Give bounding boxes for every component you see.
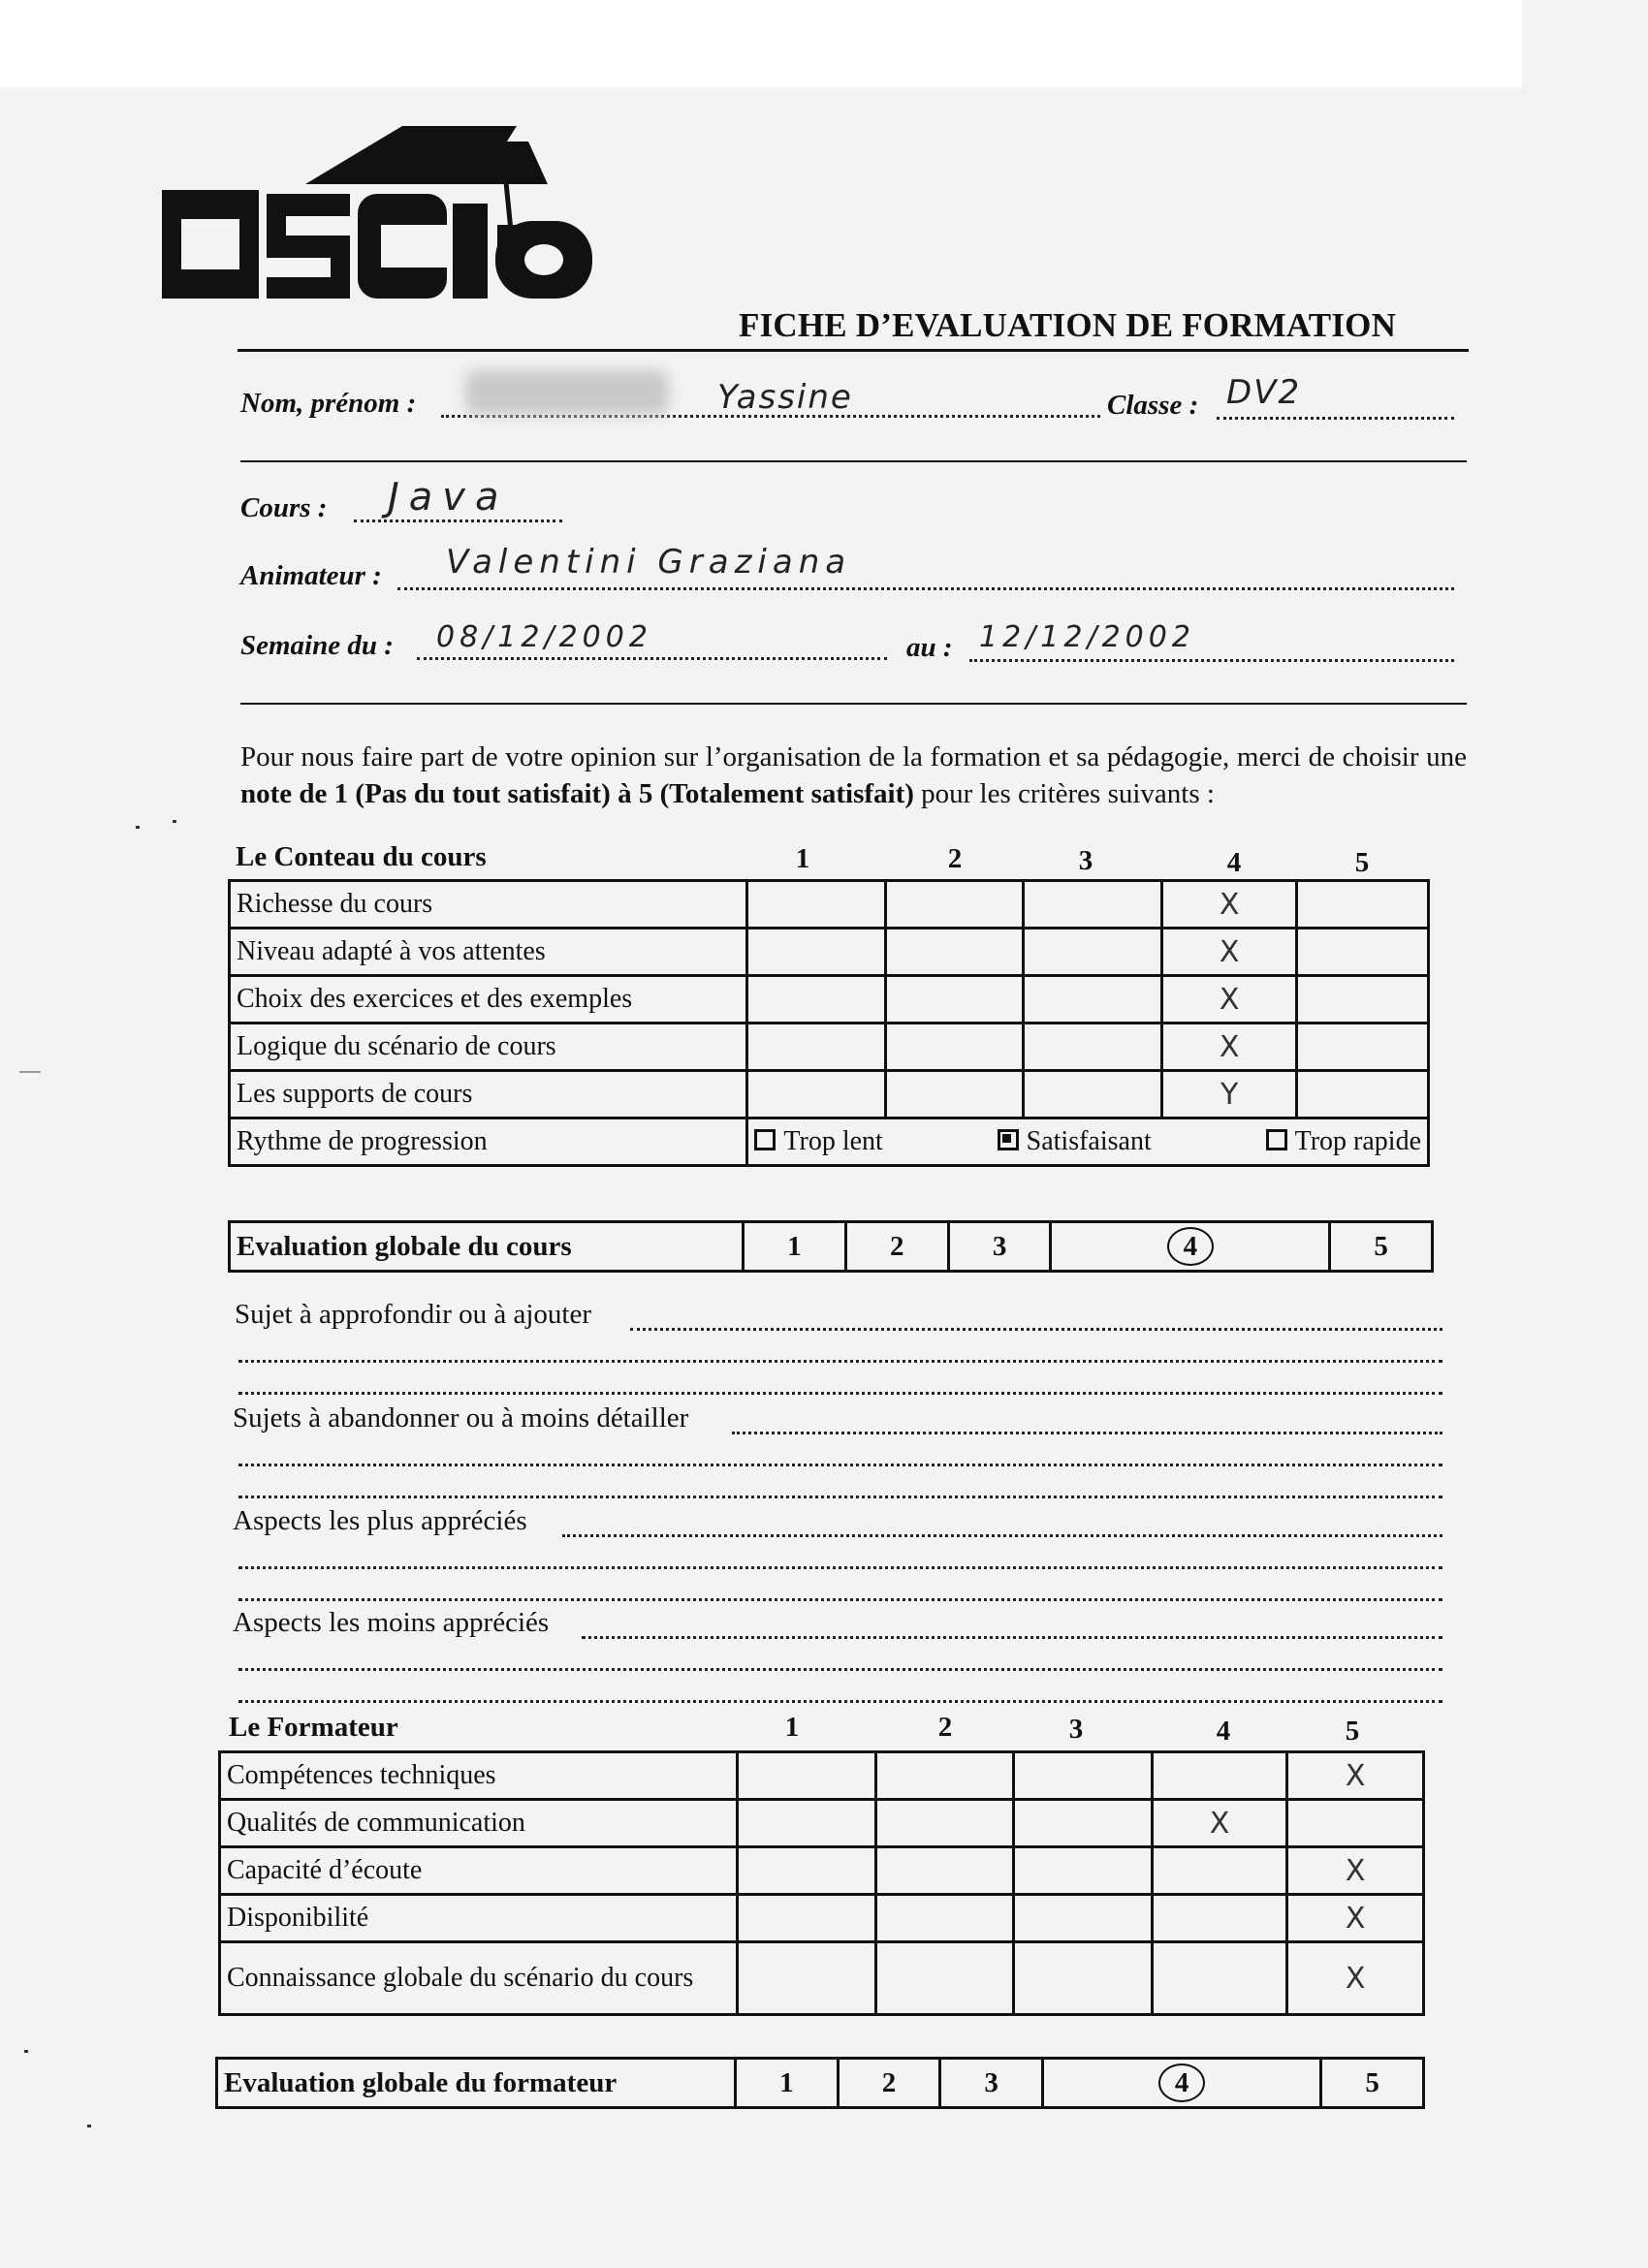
formateur-rating-cell-5[interactable] xyxy=(1287,1847,1424,1895)
formateur-rating-cell-4[interactable] xyxy=(1152,1847,1287,1895)
answer-line[interactable] xyxy=(562,1534,1442,1537)
cours-line xyxy=(354,520,562,522)
scan-speck xyxy=(87,2125,91,2127)
contenu-rating-cell-4[interactable] xyxy=(1161,1071,1297,1118)
contenu-rating-cell-1[interactable] xyxy=(747,929,885,976)
semaine-label: Semaine du : xyxy=(240,630,394,661)
contenu-rating-cell-1[interactable] xyxy=(747,881,885,929)
separator-line xyxy=(240,460,1467,462)
score-value: 5 xyxy=(1365,2066,1379,2098)
formateur-global-score-2[interactable] xyxy=(838,2059,940,2108)
formateur-criterion-label: Disponibilité xyxy=(220,1895,738,1942)
contenu-criterion-label: Logique du scénario de cours xyxy=(230,1024,747,1071)
formateur-rating-cell-1[interactable] xyxy=(738,1752,876,1800)
contenu-rating-cell-1[interactable] xyxy=(747,976,885,1024)
formateur-scale-5: 5 xyxy=(1345,1716,1360,1747)
cours-global-score-2[interactable] xyxy=(845,1222,948,1272)
cours-global-score-4[interactable] xyxy=(1051,1222,1330,1272)
contenu-criterion-label: Richesse du cours xyxy=(230,881,747,929)
rythme-label: Rythme de progression xyxy=(230,1118,747,1166)
formateur-rating-cell-5[interactable] xyxy=(1287,1942,1424,2015)
formateur-rating-cell-2[interactable] xyxy=(875,1895,1014,1942)
formateur-rating-cell-1[interactable] xyxy=(738,1800,876,1847)
formateur-scale-2: 2 xyxy=(937,1712,953,1743)
contenu-section-title: Le Conteau du cours xyxy=(236,841,487,872)
contenu-row xyxy=(230,1071,1429,1118)
semaine-au-line xyxy=(969,659,1454,662)
question-label: Aspects les moins appréciés xyxy=(233,1607,550,1638)
scale-header-5: 5 xyxy=(1354,847,1370,878)
scan-speck xyxy=(136,826,140,829)
semaine-au-handwritten: 12/12/2002 xyxy=(979,620,1195,654)
formateur-rating-cell-1[interactable] xyxy=(738,1942,876,2015)
formateur-row xyxy=(220,1942,1424,2015)
score-value: 2 xyxy=(881,2066,897,2098)
formateur-rating-cell-3[interactable] xyxy=(1014,1895,1153,1942)
rythme-option[interactable] xyxy=(754,1126,882,1157)
formateur-rating-cell-5[interactable] xyxy=(1287,1800,1424,1847)
scale-header-1: 1 xyxy=(795,843,810,874)
classe-line xyxy=(1217,417,1454,420)
animateur-label: Animateur : xyxy=(240,560,382,591)
contenu-rating-cell-3[interactable] xyxy=(1024,929,1161,976)
formateur-criterion-label: Connaissance globale du scénario du cours xyxy=(220,1942,738,2015)
score-value: 3 xyxy=(984,2066,998,2098)
contenu-rating-cell-4[interactable] xyxy=(1161,1024,1297,1071)
contenu-rating-cell-5[interactable] xyxy=(1297,929,1429,976)
handwritten-check-mark: Y xyxy=(1220,1077,1239,1112)
contenu-rating-cell-3[interactable] xyxy=(1024,1071,1161,1118)
contenu-rating-cell-2[interactable] xyxy=(885,1071,1023,1118)
formateur-rating-cell-4[interactable] xyxy=(1152,1895,1287,1942)
formateur-row xyxy=(220,1847,1424,1895)
rythme-option[interactable] xyxy=(998,1126,1152,1157)
formateur-rating-cell-1[interactable] xyxy=(738,1895,876,1942)
table-row-rythme xyxy=(230,1118,1429,1166)
checkbox-icon[interactable] xyxy=(754,1129,776,1150)
prenom-handwritten: Yassine xyxy=(717,378,853,417)
formateur-rating-cell-4[interactable] xyxy=(1152,1752,1287,1800)
score-value: 2 xyxy=(889,1230,904,1262)
answer-line[interactable] xyxy=(630,1328,1442,1331)
contenu-rating-table xyxy=(228,879,1430,1167)
classe-handwritten: DV2 xyxy=(1226,373,1302,412)
contenu-rating-cell-5[interactable] xyxy=(1297,976,1429,1024)
formateur-rating-cell-4[interactable] xyxy=(1152,1800,1287,1847)
formateur-rating-cell-5[interactable] xyxy=(1287,1895,1424,1942)
scale-header-4: 4 xyxy=(1226,847,1242,878)
contenu-rating-cell-2[interactable] xyxy=(885,929,1023,976)
formateur-scale-1: 1 xyxy=(784,1712,800,1743)
handwritten-check-mark: X xyxy=(1219,982,1240,1017)
formateur-rating-cell-2[interactable] xyxy=(875,1800,1014,1847)
rythme-option[interactable] xyxy=(1266,1126,1421,1157)
contenu-criterion-label: Niveau adapté à vos attentes xyxy=(230,929,747,976)
score-value: 3 xyxy=(992,1230,1007,1262)
scan-speck xyxy=(19,1071,41,1073)
formateur-row xyxy=(220,1752,1424,1800)
scale-header-3: 3 xyxy=(1078,845,1093,876)
formateur-global-label: Evaluation globale du formateur xyxy=(217,2059,736,2108)
contenu-row xyxy=(230,881,1429,929)
answer-line[interactable] xyxy=(238,1668,1442,1671)
rythme-option-label: Satisfaisant xyxy=(1026,1126,1152,1156)
separator-line-2 xyxy=(240,703,1467,705)
answer-line[interactable] xyxy=(238,1598,1442,1601)
rythme-option-label: Trop rapide xyxy=(1294,1126,1421,1156)
cours-global-score-1[interactable] xyxy=(744,1222,846,1272)
formateur-criterion-label: Qualités de communication xyxy=(220,1800,738,1847)
formateur-rating-cell-2[interactable] xyxy=(875,1752,1014,1800)
formateur-criterion-label: Compétences techniques xyxy=(220,1752,738,1800)
contenu-rating-cell-4[interactable] xyxy=(1161,929,1297,976)
contenu-criterion-label: Les supports de cours xyxy=(230,1071,747,1118)
contenu-rating-cell-2[interactable] xyxy=(885,1024,1023,1071)
scan-speck xyxy=(173,820,176,823)
answer-line[interactable] xyxy=(238,1700,1442,1703)
formateur-rating-cell-1[interactable] xyxy=(738,1847,876,1895)
cours-label: Cours : xyxy=(240,492,328,523)
contenu-rating-cell-5[interactable] xyxy=(1297,881,1429,929)
contenu-criterion-label: Choix des exercices et des exemples xyxy=(230,976,747,1024)
contenu-rating-cell-3[interactable] xyxy=(1024,881,1161,929)
handwritten-check-mark: X xyxy=(1219,887,1240,922)
formateur-rating-table xyxy=(218,1750,1425,2016)
contenu-rating-cell-2[interactable] xyxy=(885,881,1023,929)
formateur-global-rating xyxy=(215,2057,1425,2109)
answer-line[interactable] xyxy=(238,1496,1442,1498)
question-label: Sujet à approfondir ou à ajouter xyxy=(235,1299,592,1330)
answer-line[interactable] xyxy=(238,1464,1442,1466)
handwritten-check-mark: X xyxy=(1345,1961,1366,1996)
formateur-global-score-1[interactable] xyxy=(736,2059,839,2108)
cours-global-rating xyxy=(228,1220,1434,1273)
contenu-rating-cell-4[interactable] xyxy=(1161,881,1297,929)
question-label: Aspects les plus appréciés xyxy=(233,1505,527,1536)
cours-global-score-5[interactable] xyxy=(1330,1222,1433,1272)
formateur-rating-cell-3[interactable] xyxy=(1014,1752,1153,1800)
checkbox-icon[interactable] xyxy=(1266,1129,1287,1150)
handwritten-check-mark: X xyxy=(1209,1806,1230,1841)
nom-label: Nom, prénom : xyxy=(240,388,417,419)
animateur-handwritten: Valentini Graziana xyxy=(446,543,852,582)
answer-line[interactable] xyxy=(238,1392,1442,1395)
answer-line[interactable] xyxy=(582,1636,1442,1639)
formateur-rating-cell-5[interactable] xyxy=(1287,1752,1424,1800)
contenu-row xyxy=(230,976,1429,1024)
checkbox-icon[interactable] xyxy=(998,1129,1019,1150)
formateur-scale-4: 4 xyxy=(1216,1716,1231,1747)
handwritten-check-mark: X xyxy=(1219,1029,1240,1064)
contenu-rating-cell-5[interactable] xyxy=(1297,1071,1429,1118)
semaine-du-handwritten: 08/12/2002 xyxy=(436,620,652,654)
semaine-du-line xyxy=(417,657,887,660)
contenu-rating-cell-3[interactable] xyxy=(1024,976,1161,1024)
contenu-rating-cell-1[interactable] xyxy=(747,1024,885,1071)
handwritten-check-mark: X xyxy=(1345,1901,1366,1936)
cours-handwritten: Java xyxy=(388,475,509,520)
contenu-row xyxy=(230,1024,1429,1071)
formateur-rating-cell-2[interactable] xyxy=(875,1942,1014,2015)
formateur-global-score-3[interactable] xyxy=(940,2059,1043,2108)
formateur-rating-cell-3[interactable] xyxy=(1014,1942,1153,2015)
cours-global-label: Evaluation globale du cours xyxy=(230,1222,744,1272)
contenu-row xyxy=(230,929,1429,976)
formateur-scale-3: 3 xyxy=(1068,1714,1084,1745)
school-logo-icon xyxy=(160,124,596,303)
scan-speck xyxy=(24,2050,28,2053)
score-value: 5 xyxy=(1374,1230,1388,1262)
instructions-paragraph: Pour nous faire part de votre opinion sur l’organisation de la formation et sa pédagogie, merci de choisir une note de 1 (Pas du tout satisfait) à 5 (Totalement satisfait) pour les critères suivants : xyxy=(240,741,1467,809)
formateur-rating-cell-2[interactable] xyxy=(875,1847,1014,1895)
au-label: au : xyxy=(906,632,953,663)
rythme-options xyxy=(747,1118,1429,1166)
form-title: FICHE D’EVALUATION DE FORMATION xyxy=(739,306,1397,344)
title-rule xyxy=(238,349,1469,352)
handwritten-check-mark: X xyxy=(1219,934,1240,969)
contenu-rating-cell-2[interactable] xyxy=(885,976,1023,1024)
scan-artifact xyxy=(0,0,1522,87)
animateur-line xyxy=(397,587,1454,590)
circled-score: 4 xyxy=(1167,1227,1214,1266)
formateur-section-title: Le Formateur xyxy=(229,1712,398,1743)
handwritten-check-mark: X xyxy=(1345,1758,1366,1793)
contenu-rating-cell-5[interactable] xyxy=(1297,1024,1429,1071)
classe-label: Classe : xyxy=(1107,390,1199,421)
contenu-rating-cell-4[interactable] xyxy=(1161,976,1297,1024)
formateur-criterion-label: Capacité d’écoute xyxy=(220,1847,738,1895)
answer-line[interactable] xyxy=(732,1432,1442,1434)
formateur-global-score-4[interactable] xyxy=(1043,2059,1321,2108)
formateur-global-score-5[interactable] xyxy=(1321,2059,1424,2108)
formateur-rating-cell-3[interactable] xyxy=(1014,1847,1153,1895)
circled-score: 4 xyxy=(1158,2063,1205,2102)
handwritten-check-mark: X xyxy=(1345,1853,1366,1888)
cours-global-score-3[interactable] xyxy=(948,1222,1051,1272)
answer-line[interactable] xyxy=(238,1360,1442,1363)
answer-line[interactable] xyxy=(238,1566,1442,1569)
formateur-row xyxy=(220,1895,1424,1942)
score-value: 1 xyxy=(787,1230,802,1262)
scale-header-2: 2 xyxy=(947,843,963,874)
formateur-row xyxy=(220,1800,1424,1847)
formateur-rating-cell-3[interactable] xyxy=(1014,1800,1153,1847)
contenu-rating-cell-3[interactable] xyxy=(1024,1024,1161,1071)
contenu-rating-cell-1[interactable] xyxy=(747,1071,885,1118)
rythme-option-label: Trop lent xyxy=(783,1126,883,1156)
score-value: 1 xyxy=(779,2066,794,2098)
formateur-rating-cell-4[interactable] xyxy=(1152,1942,1287,2015)
question-label: Sujets à abandonner ou à moins détailler xyxy=(233,1402,689,1433)
